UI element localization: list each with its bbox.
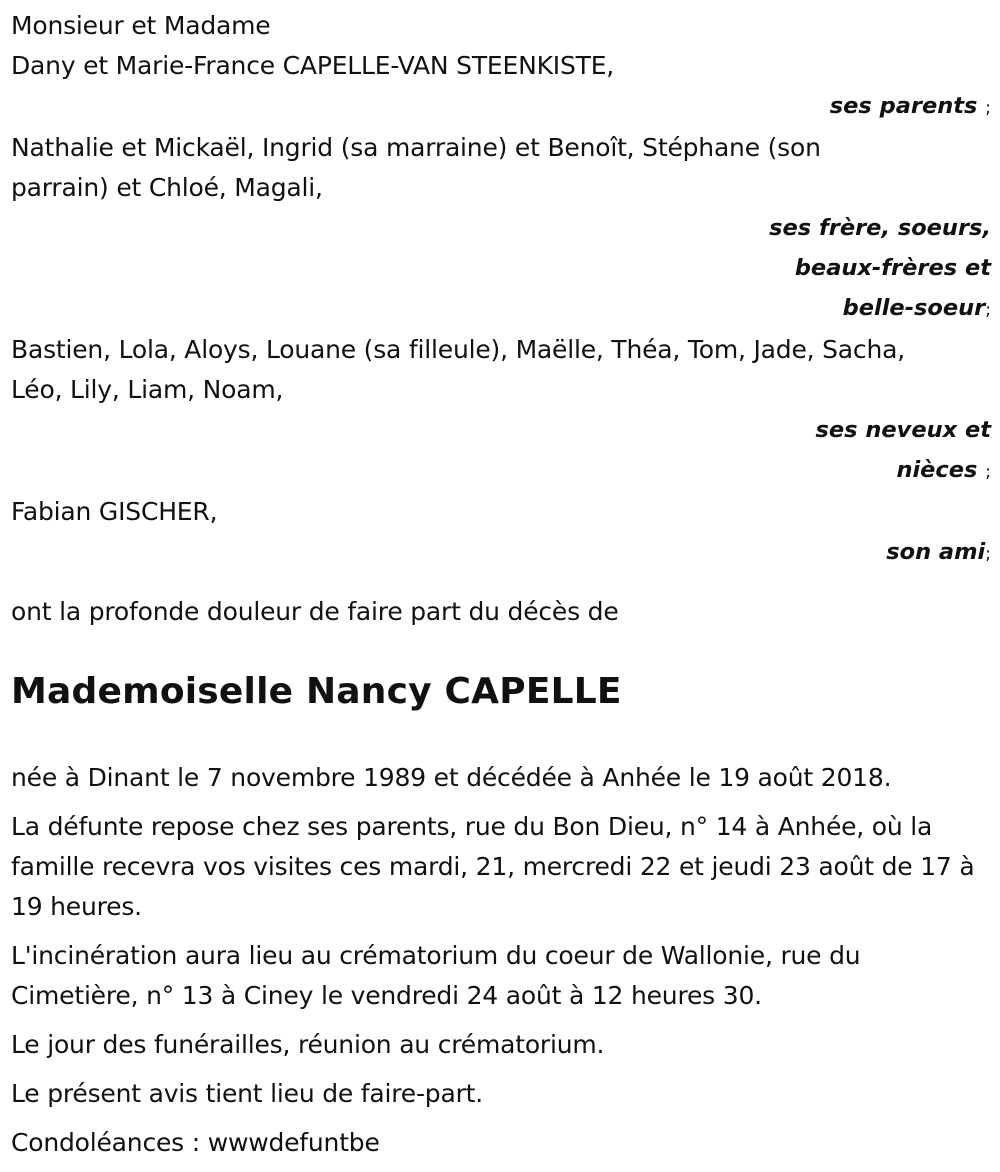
condolences-paragraph: Condoléances : wwwdefuntbe xyxy=(11,1128,380,1157)
parents-line-2: Dany et Marie-France CAPELLE-VAN STEENKISTE, xyxy=(11,51,615,80)
announcement-text: ont la profonde douleur de faire part du décès de xyxy=(11,597,619,626)
siblings-role-1: ses frère, soeurs, xyxy=(769,215,991,241)
details-section xyxy=(11,758,991,1163)
cremation-paragraph: L'incinération aura lieu au crématorium du coeur de Wallonie, rue du Cimetière, n° 13 à Ciney le vendredi 24 août à 12 heures 30. xyxy=(11,941,861,1010)
nephews-line-2: Léo, Lily, Liam, Noam, xyxy=(11,375,284,404)
friend-line: Fabian GISCHER, xyxy=(11,497,218,526)
siblings-line-1: Nathalie et Mickaël, Ingrid (sa marraine) et Benoît, Stéphane (son xyxy=(11,133,821,162)
nephews-role-separator: ; xyxy=(985,462,991,482)
parents-role-text: ses parents xyxy=(829,93,978,119)
funeral-day-paragraph: Le jour des funérailles, réunion au crématorium. xyxy=(11,1030,605,1059)
siblings-line-2: parrain) et Chloé, Magali, xyxy=(11,173,323,202)
nephews-role-2 xyxy=(11,450,991,492)
nephews-role-2-text: nièces xyxy=(896,457,978,483)
friend-role-separator: ; xyxy=(985,544,991,564)
visitation-paragraph: La défunte repose chez ses parents, rue du Bon Dieu, n° 14 à Anhée, où la famille recevra vos visites ces mardi, 21, mercredi 22 et jeudi 23 août de 17 à 19 heures. xyxy=(11,812,975,921)
obituary-notice xyxy=(11,6,991,1172)
siblings-role-separator: ; xyxy=(985,300,991,320)
birth-death-paragraph: née à Dinant le 7 novembre 1989 et décédée à Anhée le 19 août 2018. xyxy=(11,763,892,792)
siblings-role-3-text: belle-soeur xyxy=(842,295,986,321)
parents-role xyxy=(11,86,991,128)
parents-line-1: Monsieur et Madame xyxy=(11,11,271,40)
nephews-line-1: Bastien, Lola, Aloys, Louane (sa filleule), Maëlle, Théa, Tom, Jade, Sacha, xyxy=(11,335,905,364)
siblings-role-2: beaux-frères et xyxy=(794,255,991,281)
friend-role-text: son ami xyxy=(886,539,986,565)
friend-role xyxy=(11,532,991,574)
deceased-name: Mademoiselle Nancy CAPELLE xyxy=(11,671,622,712)
notice-paragraph: Le présent avis tient lieu de faire-part. xyxy=(11,1079,484,1108)
parents-role-separator: ; xyxy=(985,98,991,118)
nephews-role-1: ses neveux et xyxy=(815,417,991,443)
siblings-role-3 xyxy=(11,288,991,330)
